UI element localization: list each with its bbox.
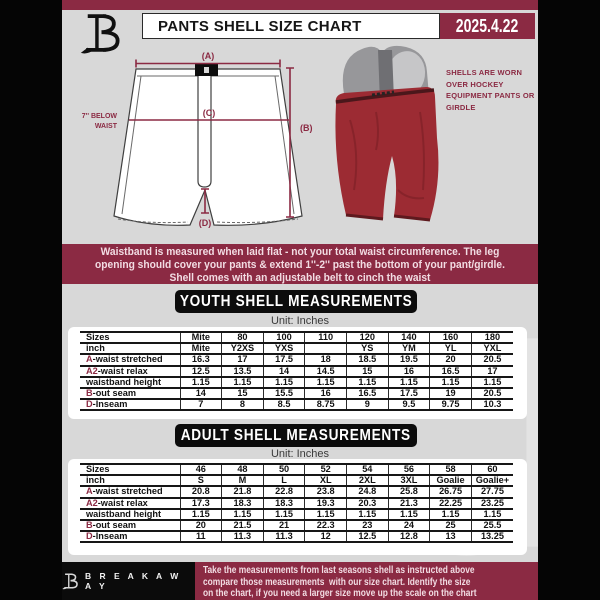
top-accent-strip	[62, 0, 538, 10]
row-label: Sizes	[80, 332, 180, 343]
measurement-cell: 25.5	[471, 520, 513, 531]
measurement-cell: 8.5	[263, 399, 305, 410]
table-row	[80, 475, 513, 486]
measurement-cell: 25.8	[388, 486, 430, 497]
measurement-cell: 1.15	[388, 509, 430, 520]
row-label: A-waist stretched	[80, 354, 180, 365]
measurement-cell: 20	[180, 520, 222, 531]
measurement-cell: 10.3	[471, 399, 513, 410]
measurement-cell: 19.3	[305, 498, 347, 509]
measure-label-d: (D)	[198, 218, 212, 228]
measurement-cell: 16.5	[430, 366, 472, 377]
measurement-cell: Goalie+	[471, 475, 513, 486]
measurement-cell: 12.5	[347, 531, 389, 542]
measurement-cell: 17.5	[388, 388, 430, 399]
measurement-cell: 48	[222, 464, 264, 475]
measurement-cell: 27.75	[471, 486, 513, 497]
row-label-prefix: D	[86, 399, 93, 410]
measurement-cell: 9.5	[388, 399, 430, 410]
footer-line: Take the measurements from last seasons shell as instructed above	[203, 565, 475, 576]
breakaway-footer-logo-icon	[62, 570, 78, 592]
measurement-cell: 11.3	[222, 531, 264, 542]
measurement-cell: 110	[305, 332, 347, 343]
footer-line: compare those measurements with our size chart. Identify the size	[203, 576, 471, 588]
measurement-cell: 16	[388, 366, 430, 377]
row-label: A-waist stretched	[80, 486, 180, 497]
measurement-cell: 16.3	[180, 354, 222, 365]
row-label: A2-waist relax	[80, 498, 180, 509]
measurement-cell: 20.5	[471, 388, 513, 399]
measurement-cell: 17	[222, 354, 264, 365]
measurement-cell: 23.25	[471, 498, 513, 509]
measurement-cell: XL	[305, 475, 347, 486]
page-title: PANTS SHELL SIZE CHART	[158, 17, 362, 35]
waist-note-line2: WAIST	[94, 123, 117, 130]
measurement-cell: 7	[180, 399, 222, 410]
measurement-cell: 1.15	[222, 509, 264, 520]
measurement-cell: 180	[471, 332, 513, 343]
measurement-cell: 46	[180, 464, 222, 475]
row-label: B-out seam	[80, 520, 180, 531]
measurement-cell: 12	[305, 531, 347, 542]
measurement-cell: 1.15	[471, 509, 513, 520]
youth-unit-label: Unit: Inches	[270, 315, 330, 327]
table-row	[80, 366, 513, 377]
measurement-cell: 160	[430, 332, 472, 343]
measurement-cell: 14.5	[305, 366, 347, 377]
row-label: inch	[80, 343, 180, 354]
measurement-cell: 11.3	[263, 531, 305, 542]
table-row	[80, 388, 513, 399]
measurement-cell: YXS	[263, 343, 305, 354]
measurement-cell: 1.15	[180, 377, 222, 388]
measurement-cell: 3XL	[388, 475, 430, 486]
measurement-cell: 60	[471, 464, 513, 475]
measurement-cell: 22.3	[305, 520, 347, 531]
row-label: inch	[80, 475, 180, 486]
measurement-cell: 22.8	[263, 486, 305, 497]
waist-note-line1: 7'' BELOW	[81, 113, 117, 120]
measurement-cell: 8.75	[305, 399, 347, 410]
measurement-cell: 17	[471, 366, 513, 377]
table-row	[80, 464, 513, 475]
youth-section-title: YOUTH SHELL MEASUREMENTS	[179, 292, 413, 310]
measurement-cell: 100	[263, 332, 305, 343]
measurement-cell: 16	[305, 388, 347, 399]
measurement-cell: 1.15	[347, 377, 389, 388]
date-value: 2025.4.22	[456, 15, 519, 36]
measurement-cell: 54	[347, 464, 389, 475]
measurement-cell: 26.75	[430, 486, 472, 497]
measurement-cell: M	[222, 475, 264, 486]
measurement-cell: 1.15	[430, 377, 472, 388]
measurement-cell: YXL	[471, 343, 513, 354]
measurement-cell: 1.15	[222, 377, 264, 388]
shell-photo	[328, 40, 446, 232]
measurement-cell: 15	[222, 388, 264, 399]
measure-label-c: (C)	[202, 108, 216, 118]
table-row	[80, 498, 513, 509]
measurement-cell: 2XL	[347, 475, 389, 486]
adult-section-title: ADULT SHELL MEASUREMENTS	[180, 426, 412, 444]
table-row	[80, 332, 513, 343]
measurement-cell: 15.5	[263, 388, 305, 399]
belt-buckle-slot	[204, 67, 209, 73]
measurement-cell: 1.15	[347, 509, 389, 520]
measurement-cell: 25	[430, 520, 472, 531]
measurement-cell: Mite	[180, 343, 222, 354]
measurement-cell: 12.8	[388, 531, 430, 542]
measurement-cell: 1.15	[263, 377, 305, 388]
measurement-cell	[305, 343, 347, 354]
measurement-cell: 18	[305, 354, 347, 365]
date-badge	[440, 13, 535, 39]
adult-section-banner	[175, 424, 417, 447]
measurement-cell: 24	[388, 520, 430, 531]
measurement-cell: 12.5	[180, 366, 222, 377]
measurement-cell: 17.3	[180, 498, 222, 509]
measurement-cell: Mite	[180, 332, 222, 343]
measurement-cell: 21	[263, 520, 305, 531]
measurement-cell: 56	[388, 464, 430, 475]
measurement-cell: YM	[388, 343, 430, 354]
measurement-cell: 13.25	[471, 531, 513, 542]
measurement-cell: 19.5	[388, 354, 430, 365]
measurement-cell: 1.15	[388, 377, 430, 388]
measurement-cell: 13	[430, 531, 472, 542]
row-label: D-Inseam	[80, 399, 180, 410]
measurement-cell: 1.15	[180, 509, 222, 520]
table-row	[80, 377, 513, 388]
measurement-cell: 11	[180, 531, 222, 542]
measurement-cell: 24.8	[347, 486, 389, 497]
measurement-cell: 23	[347, 520, 389, 531]
row-label-prefix: A	[86, 354, 93, 365]
fly-panel	[198, 76, 211, 187]
title-bar	[142, 13, 440, 39]
measurement-cell: 1.15	[430, 509, 472, 520]
footer-brand-box	[62, 562, 195, 600]
measurement-cell: 14	[263, 366, 305, 377]
table-row	[80, 354, 513, 365]
row-label-prefix: A2	[86, 497, 98, 508]
footer-instructions	[195, 562, 538, 600]
measurement-cell: 16.5	[347, 388, 389, 399]
youth-measurements-table	[80, 331, 513, 411]
measurement-cell: 58	[430, 464, 472, 475]
row-label-prefix: A	[86, 486, 93, 497]
measurement-cell: 15	[347, 366, 389, 377]
measurement-cell: 13.5	[222, 366, 264, 377]
row-label-prefix: A2	[86, 365, 98, 376]
table-row	[80, 520, 513, 531]
measurement-cell: 50	[263, 464, 305, 475]
measurement-cell: 21.3	[388, 498, 430, 509]
photo-caption: SHELLS ARE WORN OVER HOCKEY EQUIPMENT PANTS OR GIRDLE	[446, 68, 535, 112]
measurement-cell: 14	[180, 388, 222, 399]
row-label-prefix: D	[86, 531, 93, 542]
table-row	[80, 531, 513, 542]
row-label: A2-waist relax	[80, 366, 180, 377]
table-row	[80, 399, 513, 410]
measurement-cell: 120	[347, 332, 389, 343]
notice-line: Shell comes with an adjustable belt to cinch the waist	[169, 271, 431, 284]
adult-unit-label: Unit: Inches	[270, 448, 330, 460]
measurement-cell: 21.5	[222, 520, 264, 531]
measurement-cell: YL	[430, 343, 472, 354]
content-area	[62, 0, 538, 600]
row-label: Sizes	[80, 464, 180, 475]
measurement-cell: 21.8	[222, 486, 264, 497]
measurement-cell: 1.15	[305, 509, 347, 520]
row-label-prefix: B	[86, 388, 93, 399]
measurement-cell: YS	[347, 343, 389, 354]
pants-measurement-diagram	[78, 50, 322, 232]
measurement-cell: 9.75	[430, 399, 472, 410]
breakaway-logo-icon	[78, 10, 122, 56]
measurement-cell: 18.5	[347, 354, 389, 365]
row-label: waistband height	[80, 377, 180, 388]
measurement-cell: 20.8	[180, 486, 222, 497]
table-row	[80, 509, 513, 520]
measurement-cell: 8	[222, 399, 264, 410]
measurement-cell: 52	[305, 464, 347, 475]
footer	[62, 562, 538, 600]
measure-label-a: (A)	[201, 51, 215, 61]
measurement-cell: 1.15	[305, 377, 347, 388]
measurement-cell: 1.15	[263, 509, 305, 520]
table-row	[80, 343, 513, 354]
measurement-cell: 18.3	[263, 498, 305, 509]
youth-section-banner	[175, 290, 417, 313]
notice-line: Waistband is measured when laid flat - not your total waist circumference. The leg	[100, 246, 500, 258]
measurement-cell: 80	[222, 332, 264, 343]
measurement-cell: 9	[347, 399, 389, 410]
measurement-cell: 20.5	[471, 354, 513, 365]
brand-name: B R E A K A W A Y	[84, 571, 182, 591]
row-label: B-out seam	[80, 388, 180, 399]
measurement-cell: L	[263, 475, 305, 486]
measurement-cell: 20.3	[347, 498, 389, 509]
notice-banner	[62, 244, 538, 284]
notice-line: opening should cover your pants & extend 1''-2'' past the bottom of your pant/girdle.	[95, 258, 505, 271]
table-row	[80, 486, 513, 497]
measurement-cell: 1.15	[471, 377, 513, 388]
measurement-cell: S	[180, 475, 222, 486]
measurement-cell: 17.5	[263, 354, 305, 365]
measurement-cell: 20	[430, 354, 472, 365]
footer-line: on the chart, if you need a larger size move up the scale on the chart	[203, 588, 477, 600]
measurement-cell: Goalie	[430, 475, 472, 486]
row-label: waistband height	[80, 509, 180, 520]
measurement-cell: 18.3	[222, 498, 264, 509]
measurement-cell: Y2XS	[222, 343, 264, 354]
row-label: D-Inseam	[80, 531, 180, 542]
measurement-cell: 19	[430, 388, 472, 399]
measurement-cell: 23.8	[305, 486, 347, 497]
measurement-cell: 140	[388, 332, 430, 343]
adult-measurements-table	[80, 463, 513, 543]
measurement-cell: 22.25	[430, 498, 472, 509]
row-label-prefix: B	[86, 520, 93, 531]
measure-label-b: (B)	[300, 123, 313, 133]
